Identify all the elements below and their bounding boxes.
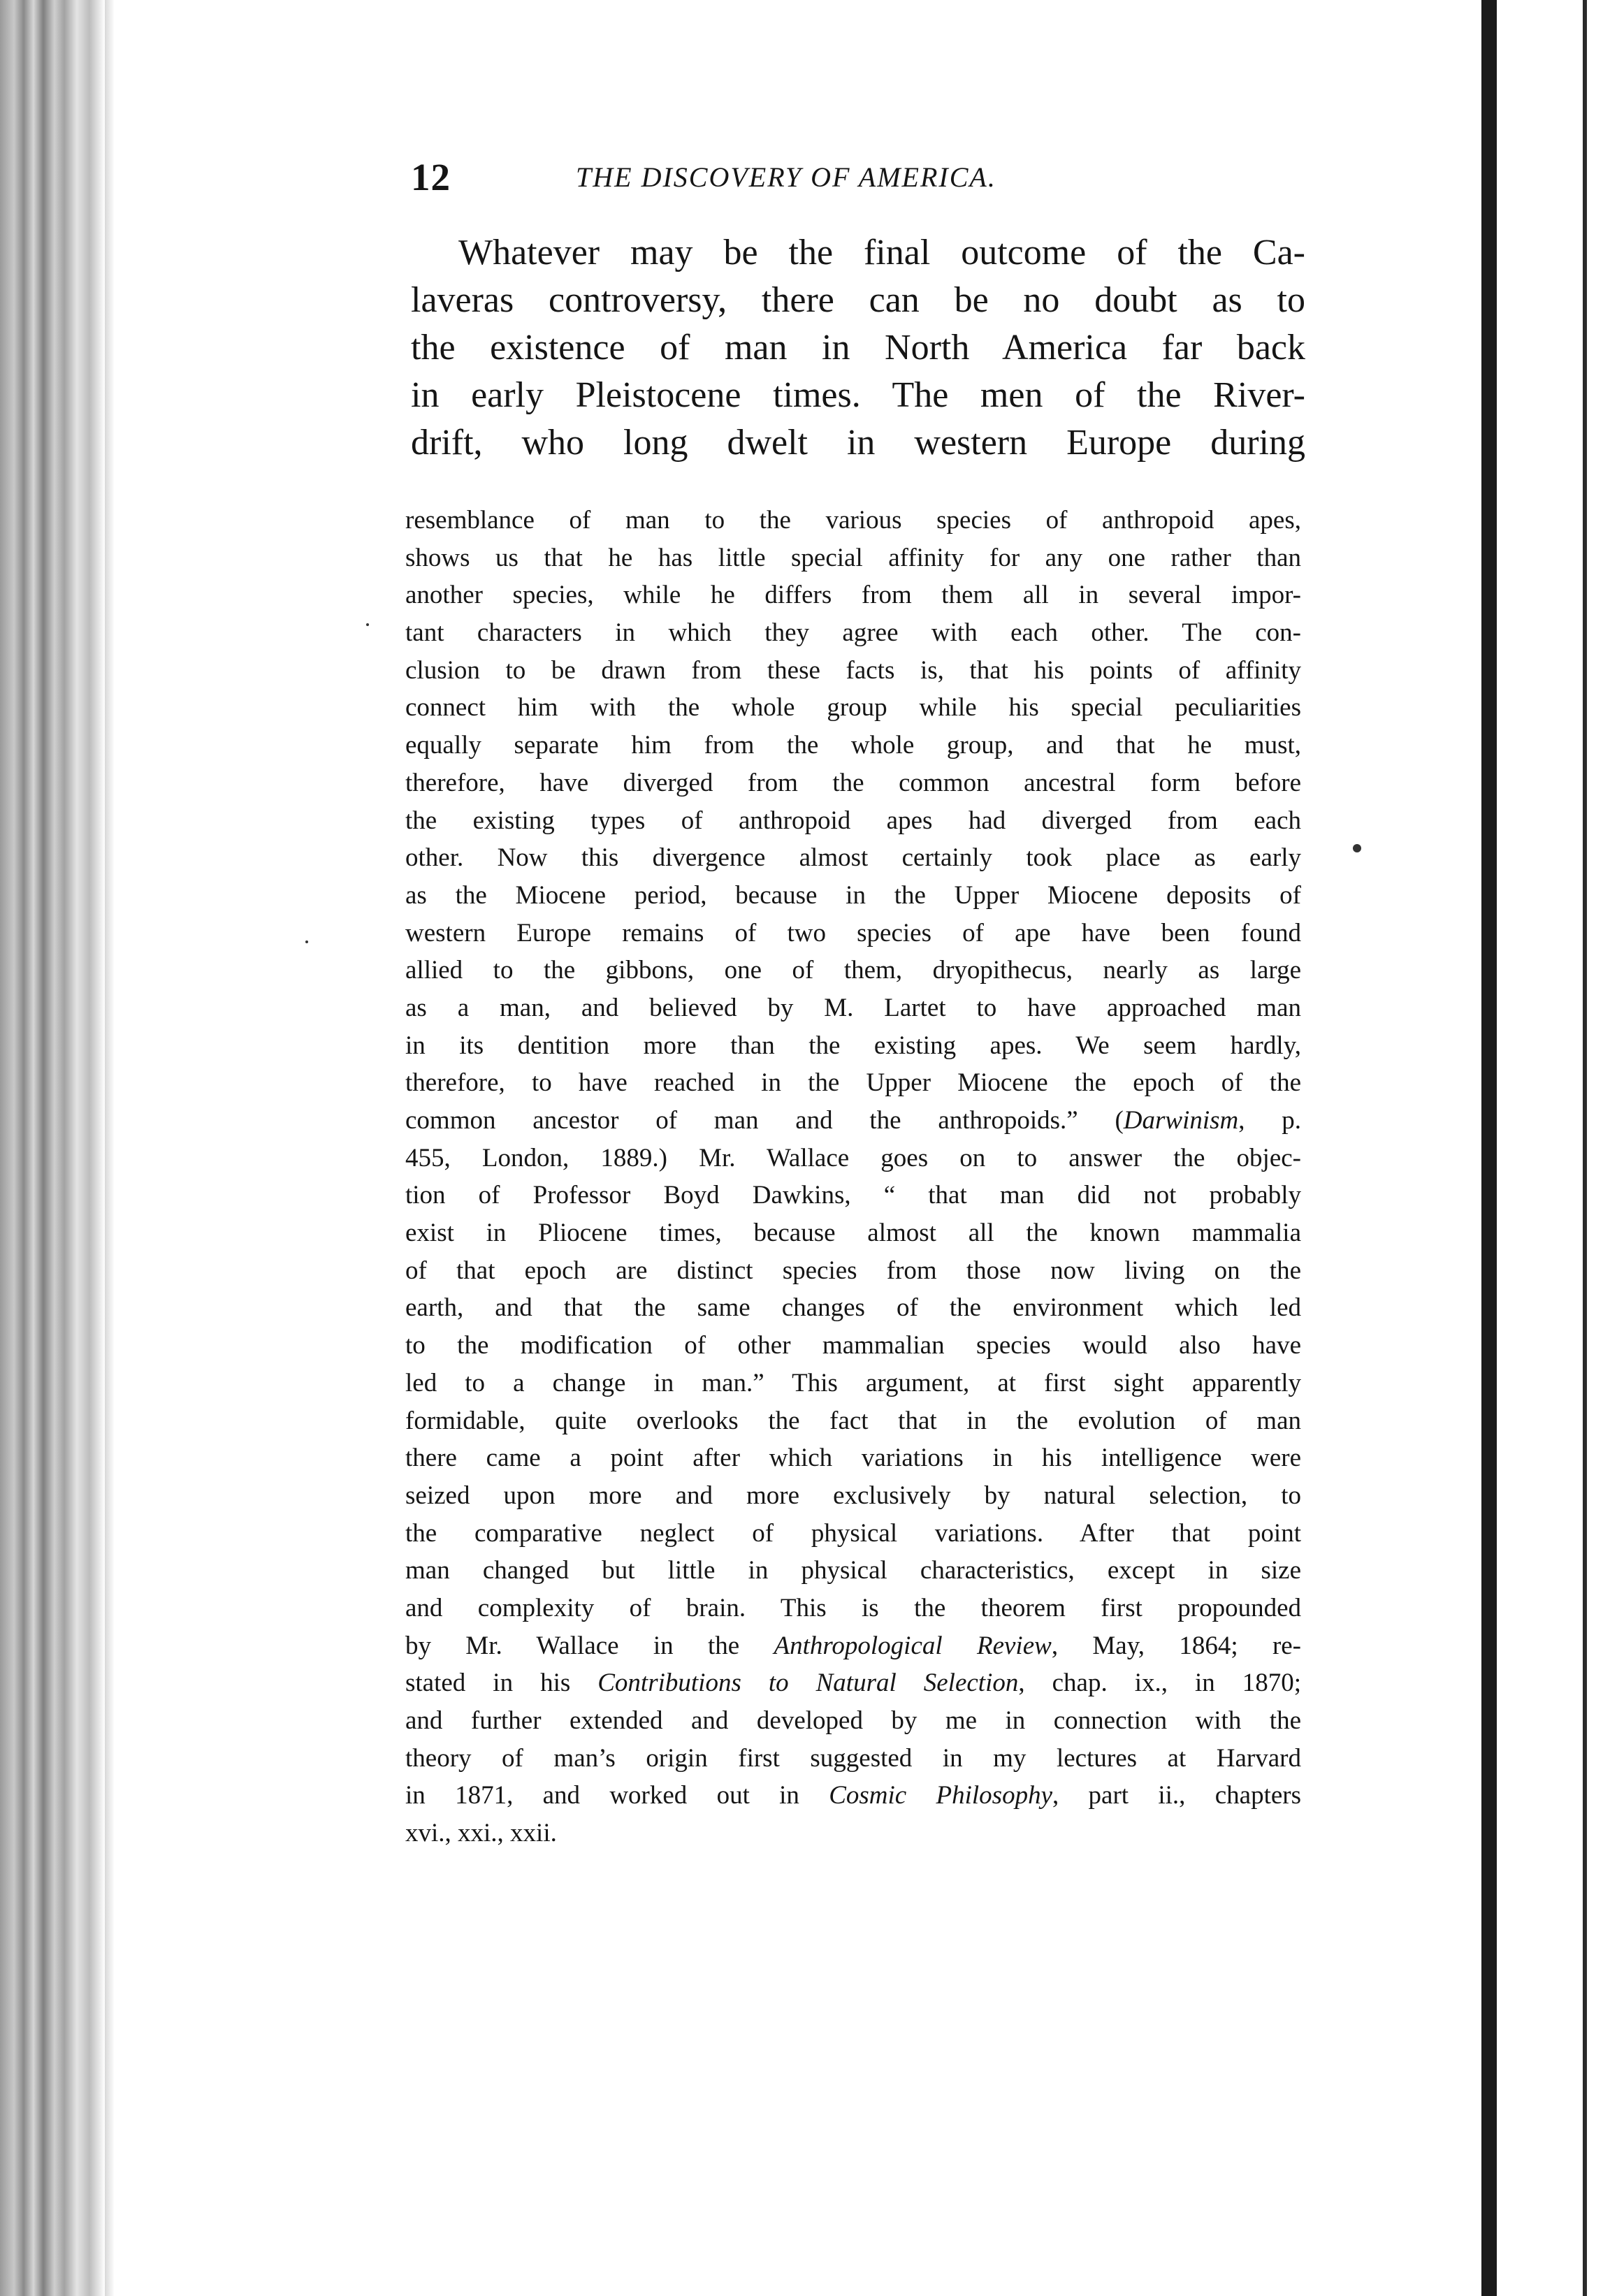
text-segment: common ancestor of man and the anthropoids.” ( — [405, 1106, 1124, 1135]
text-segment: stated in his — [405, 1669, 598, 1698]
text-segment: earth, and that the same changes of the environment which led — [405, 1293, 1301, 1323]
footnote-line — [405, 1439, 1301, 1477]
text-segment: connect him with the whole group while his special peculiarities — [405, 693, 1301, 722]
text-segment: to the modification of other mammalian species would also have — [405, 1331, 1301, 1360]
footnote-line — [405, 1252, 1301, 1290]
footnote-line — [405, 1402, 1301, 1440]
text-segment: there came a point after which variations in his intelligence were — [405, 1444, 1301, 1473]
text-segment: seized upon more and more exclusively by natural selection, to — [405, 1481, 1301, 1510]
footnote-line — [405, 802, 1301, 840]
text-segment: , part ii., chapters — [1052, 1781, 1301, 1810]
footnote-line — [405, 614, 1301, 652]
footnote-line — [405, 1177, 1301, 1214]
text-segment: man changed but little in physical characteristics, except in size — [405, 1556, 1301, 1585]
text-segment: another species, while he differs from them all in several impor- — [405, 581, 1301, 610]
main-text-line: in early Pleistocene times. The men of the River- — [411, 375, 1305, 415]
main-paragraph — [411, 229, 1305, 467]
text-segment: led to a change in man.” This argument, at first sight apparently — [405, 1368, 1301, 1397]
main-text-line: Whatever may be the final outcome of the Ca- — [458, 233, 1305, 273]
text-segment: as the Miocene period, because in the Upper Miocene deposits of — [405, 880, 1301, 910]
footnote-line — [405, 1064, 1301, 1102]
text-segment: and further extended and developed by me in connection with the — [405, 1706, 1301, 1735]
text-segment: the existing types of anthropoid apes had diverged from each — [405, 806, 1301, 835]
italic-citation: Contributions to Natural Selection — [597, 1669, 1019, 1698]
text-segment: , chap. ix., in 1870; — [1018, 1669, 1302, 1698]
text-segment: formidable, quite overlooks the fact that in the evolution of man — [405, 1406, 1301, 1435]
footnote-line — [405, 1102, 1301, 1140]
text-segment: , May, 1864; re- — [1051, 1631, 1302, 1660]
scan-right-margin — [1497, 0, 1603, 2296]
main-text-line: laveras controversy, there can be no doubt as to — [411, 280, 1305, 320]
footnote-line — [405, 952, 1301, 989]
footnote-line — [405, 877, 1301, 915]
footnote-line — [405, 1815, 1301, 1852]
footnote-line — [405, 1365, 1301, 1402]
footnote-line — [405, 652, 1301, 690]
text-segment: clusion to be drawn from these facts is, that his points of affinity — [405, 655, 1301, 685]
running-header — [411, 155, 1152, 204]
text-segment: xvi., xxi., xxii. — [405, 1819, 557, 1848]
text-segment: of that epoch are distinct species from those now living on the — [405, 1256, 1301, 1285]
text-segment: tant characters in which they agree with each other. The con- — [405, 618, 1301, 648]
text-segment: allied to the gibbons, one of them, dryopithecus, nearly as large — [405, 956, 1301, 985]
italic-citation: Cosmic Philosophy — [829, 1781, 1053, 1810]
footnote-line — [405, 1590, 1301, 1627]
footnote-line — [405, 764, 1301, 802]
footnote-line — [405, 727, 1301, 764]
footnote-line — [405, 502, 1301, 539]
text-segment: in 1871, and worked out in — [405, 1781, 829, 1810]
text-segment: western Europe remains of two species of ape have been found — [405, 918, 1301, 947]
text-segment: resemblance of man to the various species of anthropoid apes, — [405, 506, 1301, 535]
footnote-line — [405, 915, 1301, 952]
text-segment: 455, London, 1889.) Mr. Wallace goes on to answer the objec- — [405, 1143, 1301, 1172]
page-number: 12 — [411, 156, 451, 198]
footnote-line — [405, 1027, 1301, 1065]
footnote-line — [405, 1515, 1301, 1553]
footnote-line — [405, 1552, 1301, 1590]
text-segment: , p. — [1238, 1106, 1302, 1135]
footnote-line — [405, 689, 1301, 727]
footnote-line — [405, 1740, 1301, 1778]
ink-speck — [366, 623, 369, 626]
footnote — [405, 502, 1301, 1852]
gutter-shadow — [105, 0, 115, 2296]
text-segment: theory of man’s origin first suggested in my lectures at Harvard — [405, 1743, 1301, 1773]
text-segment: shows us that he has little special affinity for any one rather than — [405, 543, 1301, 572]
ink-speck — [1353, 844, 1361, 852]
scan-border-line — [1583, 0, 1587, 2296]
main-text-line: the existence of man in North America far back — [411, 328, 1305, 368]
footnote-line — [405, 1327, 1301, 1365]
text-segment: therefore, have diverged from the common ancestral form before — [405, 768, 1301, 797]
footnote-line — [405, 1140, 1301, 1177]
footnote-line — [405, 839, 1301, 877]
text-segment: by Mr. Wallace in the — [405, 1631, 774, 1660]
text-segment: the comparative neglect of physical variations. After that point — [405, 1518, 1301, 1548]
footnote-line — [405, 1702, 1301, 1740]
footnote-line — [405, 1777, 1301, 1815]
text-segment: other. Now this divergence almost certainly took place as early — [405, 843, 1301, 873]
ink-speck — [305, 940, 308, 943]
footnote-line — [405, 1477, 1301, 1515]
footnote-line — [405, 989, 1301, 1027]
page-right-edge — [1481, 0, 1497, 2296]
footnote-line — [405, 1627, 1301, 1665]
footnote-line — [405, 1664, 1301, 1702]
text-segment: tion of Professor Boyd Dawkins, “ that man did not probably — [405, 1181, 1301, 1210]
footnote-line — [405, 1214, 1301, 1252]
footnote-line — [405, 539, 1301, 577]
text-segment: therefore, to have reached in the Upper Miocene the epoch of the — [405, 1068, 1301, 1098]
footnote-line — [405, 576, 1301, 614]
italic-citation: Darwinism — [1123, 1106, 1239, 1135]
text-segment: as a man, and believed by M. Lartet to have approached man — [405, 993, 1301, 1022]
text-segment: equally separate him from the whole group, and that he must, — [405, 731, 1301, 760]
text-segment: and complexity of brain. This is the theorem first propounded — [405, 1593, 1301, 1622]
italic-citation: Anthropological Review — [774, 1631, 1052, 1660]
footnote-line — [405, 1289, 1301, 1327]
book-gutter-edge — [0, 0, 105, 2296]
text-segment: in its dentition more than the existing apes. We seem hardly, — [405, 1031, 1301, 1060]
main-text-line: drift, who long dwelt in western Europe during — [411, 423, 1305, 463]
running-title: THE DISCOVERY OF AMERICA. — [576, 161, 996, 193]
text-segment: exist in Pliocene times, because almost all the known mammalia — [405, 1219, 1301, 1248]
